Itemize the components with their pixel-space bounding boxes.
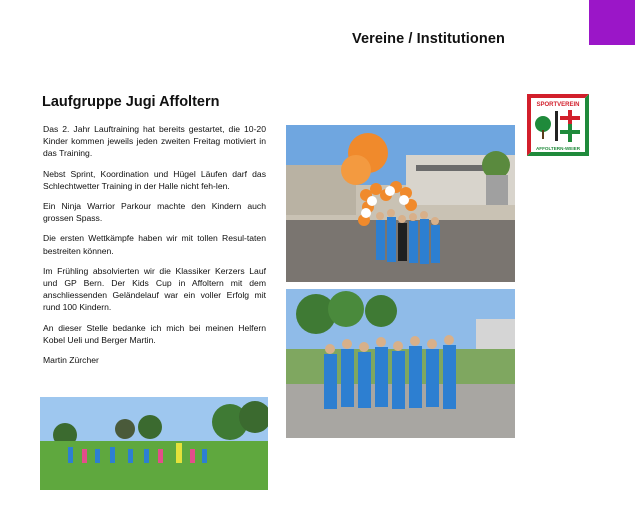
svg-text:AFFOLTERN-WEIER: AFFOLTERN-WEIER xyxy=(535,146,581,151)
photo-children-balloon-arch xyxy=(286,125,515,282)
paragraph: Das 2. Jahr Lauftraining hat bereits gestartet, die 10-20 Kinder kommen jeweils jeden zweiten Freitag motiviert in das Training. xyxy=(43,124,266,159)
svg-text:SPORTVEREIN: SPORTVEREIN xyxy=(536,102,580,108)
paragraph: An dieser Stelle bedanke ich mich bei meinen Helfern Kobel Ueli und Berger Martin. xyxy=(43,322,266,345)
sportverein-logo xyxy=(527,94,589,156)
paragraph: Ein Ninja Warrior Parkour machte den Kindern auch grossen Spass. xyxy=(43,201,266,224)
photo-training-field xyxy=(40,397,268,490)
paragraph: Die ersten Wettkämpfe haben wir mit tollen Resul-taten bestreiten können. xyxy=(43,233,266,256)
article-title: Laufgruppe Jugi Affoltern xyxy=(42,94,220,110)
article-body xyxy=(43,123,266,374)
section-color-tab xyxy=(589,0,635,45)
section-title: Vereine / Institutionen xyxy=(352,31,505,47)
photo-children-group xyxy=(286,289,515,438)
paragraph: Nebst Sprint, Koordination und Hügel Läufen darf das Schlechtwetter Training in der Halle nicht feh-len. xyxy=(43,168,266,191)
paragraph: Im Frühling absolvierten wir die Klassiker Kerzers Lauf und GP Bern. Der Kids Cup in Affoltern mit dem anschliessenden Geländelauf war ein voller Erfolg mit rund 100 Kindern. xyxy=(43,265,266,313)
author-name: Martin Zürcher xyxy=(43,355,99,366)
